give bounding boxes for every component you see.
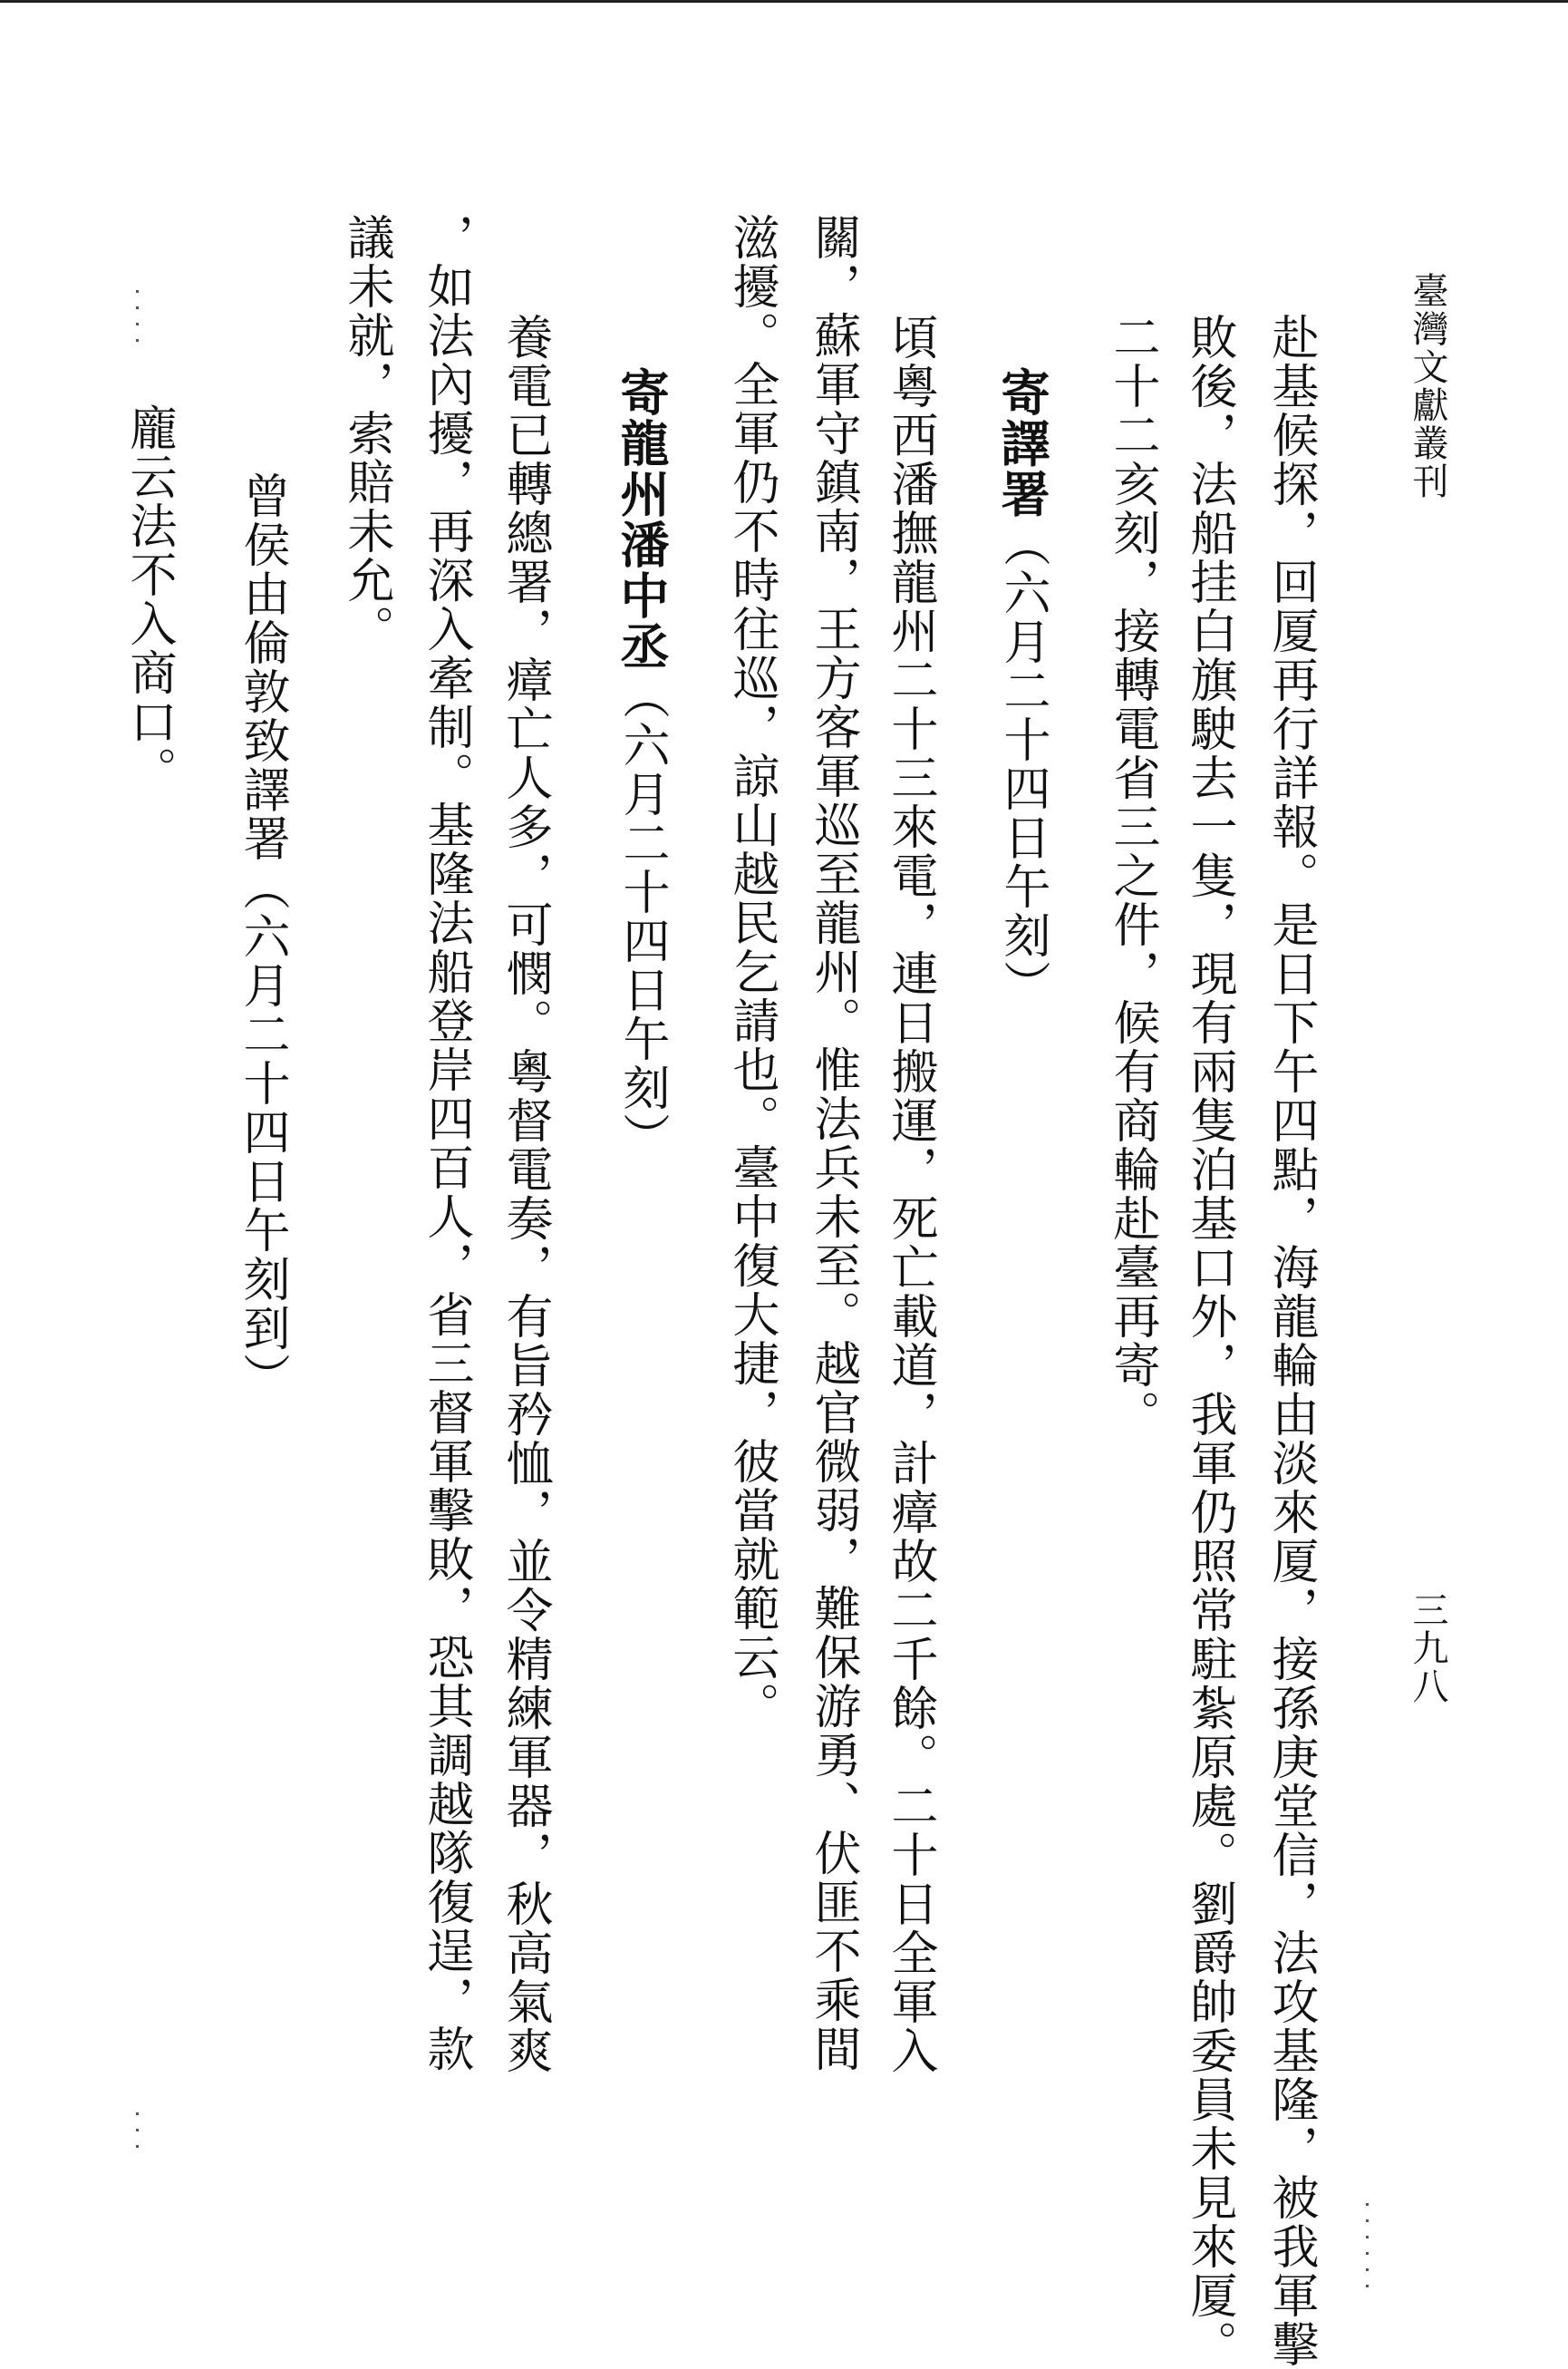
text-column-7: 養電已轉總署，瘴亡人多，可憫。粵督電奏，有旨矜恤，並令精練軍器，秋高氣爽	[498, 313, 552, 2075]
text-column-1: 赴基候探，回厦再行詳報。是日下午四點，海龍輪由淡來厦，接孫庚堂信，法攻基隆，被我軍擊	[1263, 313, 1318, 2369]
section-heading-1-title: 寄譯署	[993, 367, 1051, 519]
text-column-2: 敗後，法船挂白旗駛去一隻，現有兩隻泊基口外，我軍仍照常駐紮原處。劉爵帥委員未見來厦。	[1182, 313, 1236, 2369]
margin-speckle-left	[136, 290, 139, 345]
margin-speckle-left-lower	[136, 2112, 139, 2158]
text-column-5: 關，蘇軍守鎮南，王方客軍巡至龍州。惟法兵未至。越官微弱，難保游勇、伏匪不乘間	[806, 213, 860, 2073]
section-heading-1-date: （六月二十四日午刻）	[995, 519, 1050, 1009]
top-rule	[0, 0, 1568, 3]
text-column-9: 議未就，索賠未允。	[339, 213, 393, 654]
text-column-10: 龐云法不入商口。	[121, 403, 176, 795]
text-column-8: ，如法內擾，再深入牽制。基隆法船登岸四百人，省三督軍擊敗，恐其調越隊復逞，款	[419, 213, 473, 2073]
section-heading-2-date: （六月二十四日午刻）	[615, 672, 669, 1161]
page-number: 三九八	[1407, 1591, 1448, 1705]
section-heading-2-title: 寄龍州潘中丞	[613, 367, 671, 672]
text-column-6: 滋擾。全軍仍不時往巡，諒山越民乞請也。臺中復大捷，彼當就範云。	[724, 213, 779, 1731]
text-column-4: 頃粵西潘撫龍州二十三來電，連日搬運，死亡載道，計瘴故二千餘。二十日全軍入	[883, 313, 937, 2075]
text-column-3: 二十二亥刻，接轉電省三之件，候有商輪赴臺再寄。	[1105, 313, 1159, 1439]
section-heading-3-title: 曾侯由倫敦致譯署	[235, 471, 289, 863]
section-heading-3	[235, 471, 289, 1402]
book-title: 臺灣文獻叢刊	[1407, 272, 1448, 500]
section-heading-1	[993, 367, 1051, 1009]
margin-speckle-right	[1366, 2203, 1369, 2294]
section-heading-3-date: （六月二十四日午刻到）	[235, 863, 289, 1402]
section-heading-2	[613, 367, 671, 1161]
